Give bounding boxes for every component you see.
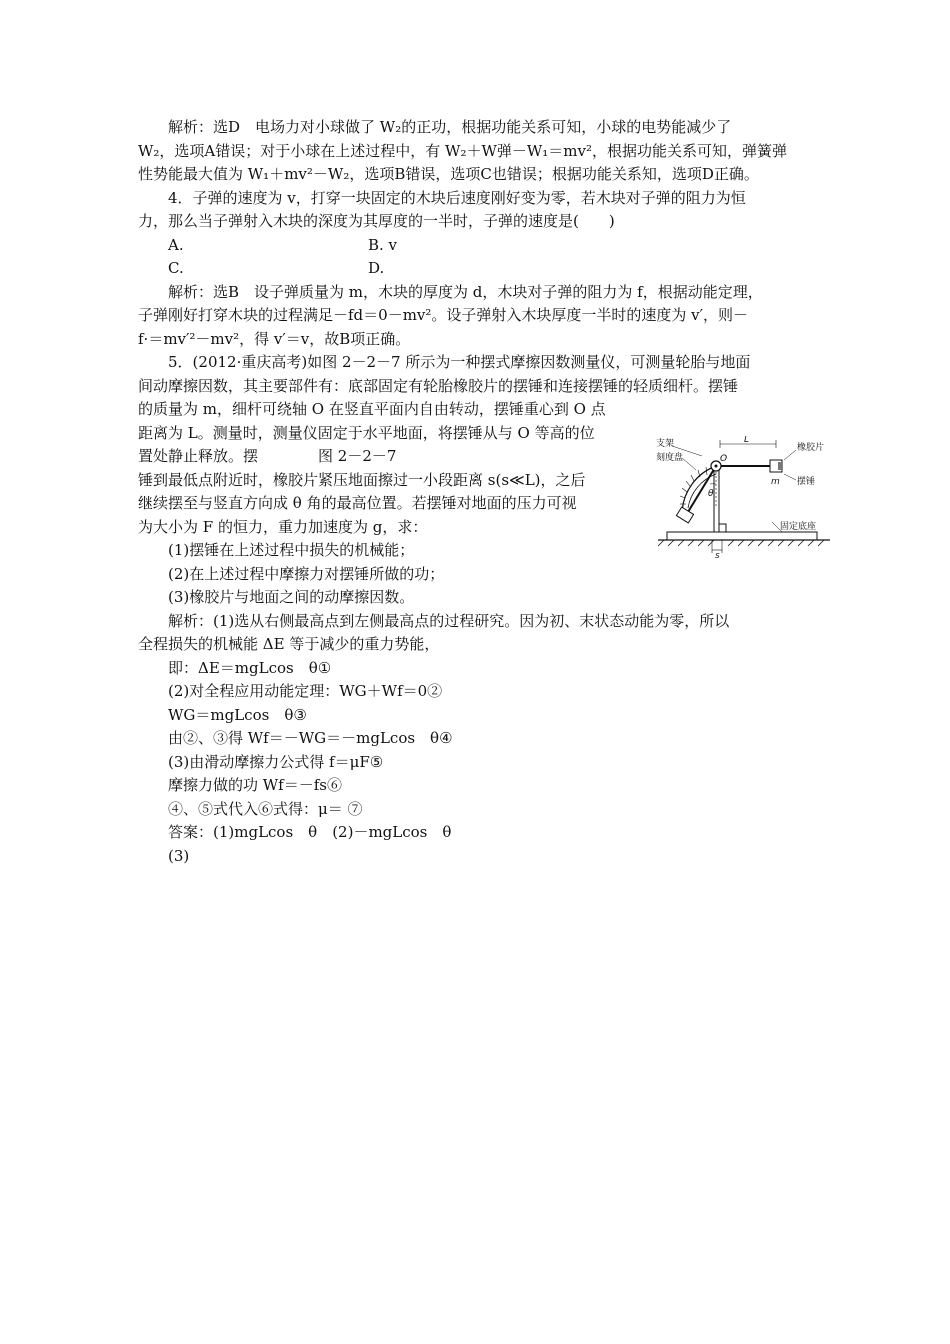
text-line: 为大小为 F 的恒力，重力加速度为 g，求： [138,517,428,536]
figure-label-angle: θ [708,489,714,499]
text-line: ④、⑤式代入⑥式得：μ＝ ⑦ [168,799,363,818]
text-line: W₂，选项A错误；对于小球在上述过程中，有 W₂＋W弹－W₁＝mv²，根据功能关系可知，弹簧弹 [138,141,788,160]
figure-label-mass: m [771,477,780,487]
text-line: 锤到最低点附近时，橡胶片紧压地面擦过一小段距离 s(s≪L)，之后 [138,470,586,489]
text-line: WG＝mgLcos θ③ [168,705,307,724]
text-line: (2)在上述过程中摩擦力对摆锤所做的功； [168,564,445,583]
figure-label-length: L [744,436,750,445]
figure-svg [652,436,837,558]
text-line: 答案：(1)mgLcos θ (2)－mgLcos θ [168,823,452,841]
text-line [138,257,818,281]
text-line: 距离为 L。测量时，测量仪固定于水平地面，将摆锤从与 O 等高的位 [138,423,595,442]
text-line: 5．(2012·重庆高考)如图 2－2－7 所示为一种摆式摩擦因数测量仪，可测量轮胎与地面 [168,353,751,371]
figure-label-pivot: O [720,454,728,464]
text-line: 4．子弹的速度为 v，打穿一块固定的木块后速度刚好变为零，若木块对子弹的阻力为恒 [168,188,746,207]
text-line: 解析：选B 设子弹质量为 m，木块的厚度为 d，木块对子弹的阻力为 f，根据动能定理， [168,282,763,301]
text-line: (3)橡胶片与地面之间的动摩擦因数。 [168,588,415,606]
option-label: D. [368,259,385,277]
text-line: f·＝mv′²－mv²，得 v′＝v，故B项正确。 [138,329,411,348]
text-line: 摩擦力做的功 Wf＝－fs⑥ [168,776,342,794]
option-label: B. v [368,235,398,254]
text-line: 性势能最大值为 W₁＋mv²－W₂，选项B错误，选项C也错误；根据功能关系知，选项D正确。 [138,165,759,183]
text-line: 的质量为 m，细杆可绕轴 O 在竖直平面内自由转动，摆锤重心到 O 点 [138,400,606,418]
text-line [138,234,818,258]
text-line: (2)对全程应用动能定理：WG＋Wf＝0② [168,682,443,700]
text-line: 即：ΔE＝mgLcos θ① [168,658,332,677]
pendulum-friction-figure [652,436,837,558]
text-line: 继续摆至与竖直方向成 θ 角的最高位置。若摆锤对地面的压力可视 [138,494,577,512]
text-line: (1)摆锤在上述过程中损失的机械能； [168,541,415,559]
text-line: 间动摩擦因数，其主要部件有：底部固定有轮胎橡胶片的摆锤和连接摆锤的轻质细杆。摆锤 [138,376,739,395]
text-line: 解析：(1)选从右侧最高点到左侧最高点的过程研究。因为初、末状态动能为零，所以 [168,611,730,630]
text-line: (3)由滑动摩擦力公式得 f＝μF⑤ [168,752,384,771]
figure-label-distance: s [715,551,720,558]
text-line: 全程损失的机械能 ΔE 等于减少的重力势能， [138,635,440,653]
text-line: 由②、③得 Wf＝－WG＝－mgLcos θ④ [168,729,453,747]
figure-label-rubber: 橡胶片 [797,443,825,453]
text-line: (3) [168,846,190,865]
option-label: A. [168,235,184,254]
figure-label-base: 固定底座 [780,522,817,532]
text-line: 力，那么当子弹射入木块的深度为其厚度的一半时，子弹的速度是( ) [138,212,615,230]
figure-label-support: 支架 [656,439,675,449]
option-label: C. [168,259,184,277]
text-line: 子弹刚好打穿木块的过程满足－fd＝0－mv²。设子弹射入木块厚度一半时的速度为 v′，则－ [138,306,749,324]
text-line: 解析：选D 电场力对小球做了 W₂的正功，根据功能关系可知，小球的电势能减少了 [168,118,732,136]
text-line: 置处静止释放。摆 图 2－2－7 [138,447,397,465]
figure-label-dial: 刻度盘 [656,453,684,463]
figure-label-pendulum: 摆锤 [797,477,816,487]
